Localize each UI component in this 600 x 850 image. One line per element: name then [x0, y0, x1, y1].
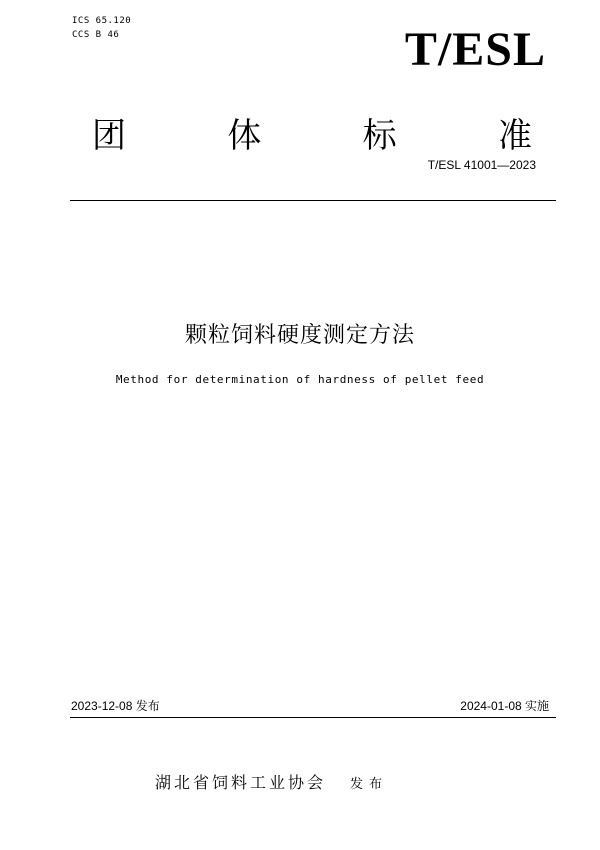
footer-divider	[70, 717, 556, 718]
issuer-name: 湖北省饲料工业协会	[155, 773, 327, 792]
ccs-code: CCS B 46	[72, 30, 120, 40]
title-english: Method for determination of hardness of pellet feed	[115, 373, 485, 386]
header-divider	[70, 200, 556, 201]
publish-date: 2023-12-08 发布	[71, 699, 160, 713]
standard-logo: T/ESL	[404, 23, 546, 76]
standard-type-char: 准	[497, 116, 532, 156]
title-chinese: 颗粒饲料硬度测定方法	[184, 323, 415, 348]
standard-number: T/ESL 41001—2023	[427, 158, 536, 172]
issuer-line	[155, 770, 388, 793]
standard-type	[92, 108, 532, 157]
issue-label: 发布	[350, 777, 389, 792]
effective-date: 2024-01-08 实施	[460, 699, 549, 713]
standard-type-char: 标	[362, 116, 397, 156]
standard-type-char: 团	[92, 116, 126, 156]
standard-type-char: 体	[227, 116, 262, 156]
ics-code: ICS 65.120	[72, 16, 132, 26]
